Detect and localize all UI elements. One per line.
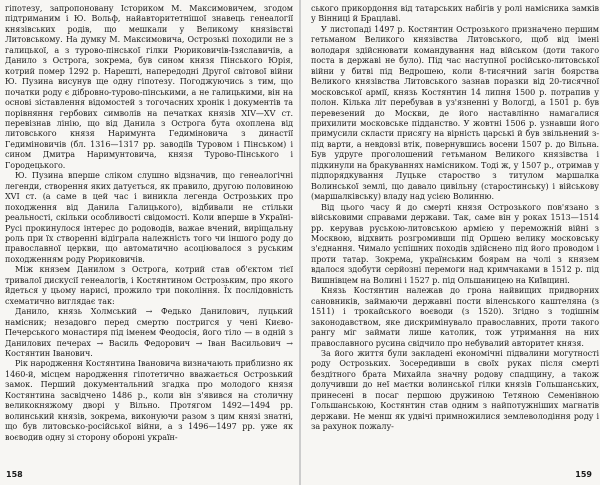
left-paragraph: гіпотезу, запропоновану Істориком М. Максимовичем, згодом підтриманим і Ю. Вольф, найавторитетнішої знавець генеалогії князівських родів, що мешкали у Великому князівстві Литовському. На думку М. Максимовича, Острозькі походили не з галицької, а з турово-пінської гілки Рюриковичів-Ізяславичів, а Данило з Острога, зокрема, був сином князя Пінського Юрія, котрий помер 1292 р. Нарешті, напередодні Другої світової війни Ю. Пузина висунув ще одну гіпотезу. Погоджуючись з тим, що початки роду є дібровно-турово-пінськими, а не галицькими, він на основі зіставлення відомостей з тогочасних хронік і документів та порівняння гербових символів на печатках князів XIV—XV ст. перевізнав лінію, що від Данила з Острога бута охоплена від литовського князя Наримунта Гедиміновича з династії Гедиміновичів (бл. 1316—1317 рр. заводіїв Туровом і Пінськом) і сином Дмитра Наримунтовича, князя Турово-Пінського і Городецького. — [5, 4, 293, 170]
right-paragraph: ського прикордоння від татарських набігів у ролі намісника замків у Вінниці й Брацлаві. — [311, 4, 599, 24]
left-paragraph: Між князем Данилом з Острога, котрий став об'єктом тієї тривалої дискусії генеалогів, і Костянтином Острозьким, про якого йдеться у цьому нарисі, прожило три покоління. Їх послідовність схематично виглядає так: — [5, 265, 293, 306]
right-paragraph: У листопаді 1497 р. Костянтин Острозького призначено першим гетьманом Великого князівства Литовського, щоб від імені володаря здійснювати командування над військом (доти такого поста в державі не було). Під час наступної російсько-литовської війни у битві під Ведрошею, коли 8-тисячний загін боярства Великого князівства Литовського зазнав поразки від 20-тисячної московської армії, князь Костянтин 14 липня 1500 р. потрапив у полон. Кілька літ перебував в уз'язненні у Вологді, а 1501 р. був перевезений до Москви, де його наставлінно намагалися прихилити московське підданство. У жовтні 1506 р. узнавши його примусили скласти присягу на вірність царські й був звільнений з-під варти, а невдовзі втік, повернувшись восени 1507 р. до Вільна. Був удруге проголошений гетьманом Великого князівства і підкинули на бракуваннях намісником. Тоді ж, у 1507 р., отримав у підпорядкування Луцьке староство з титулом маршалка Волинської землі, що давало цивільну (старостинську) і військову (маршалківську) владу над усією Волинню. — [311, 24, 599, 202]
page-number-right: 159 — [575, 470, 592, 479]
left-paragraph: Рік народження Костянтина Івановича визначають приблизно як 1460-й, місцем народження гіпотетично вважається Острозький замок. Перший документальний згадка про молодого князя Костянтина засвідчено 1486 р., коли він з'явився на столичну великокняжому дворі у Вільно. Протягом 1492—1494 рр. волинський князів, зокрема, виконуючи разом з цим князі знатні, що був литовсько-російської війни, а з 1496—1497 рр. уже як воєводив одну зі сторону обороні україн- — [5, 359, 293, 442]
left-paragraph: Данило, князь Холмський → Федько Данилович, луцький намісник; незадовго перед смертю постригся у чені Києво-Печерського монастиря під іменем Феодосія, його тіло — в одній з Данилових печерах → Василь Федорович → Іван Васильович → Костянтин Іванович. — [5, 307, 293, 358]
right-paragraph: Князь Костянтин належав до грона найвищих придворних сановників, займаючи державні пости віленського каштеляна (з 1511) і трокайського воєводи (з 1520). Згідно з тодішнім законодавством, яке дискримінувало православних, проти такого рангу міг займати лише католик, тож утримання на них православного русина свідчило про небувалий авторитет князя. — [311, 286, 599, 348]
book-gutter — [299, 0, 301, 485]
right-paragraph: За його життя були закладені економічні підвалини могутності роду Острозьких. Зосередивши в своїх руках після смерті бездітного брата Михайла значну родову спадщину, а також долучивши до неї маєтки волинської гілки князів Гольшанських, принесені в посаг першою дружиною Тетяною Семенівною Гольшанською, Костянтин став одним з найпотужніших магнатів держави. Не менш як удвічі примножилися землеволодіння роду і за рахунок пожалу- — [311, 348, 599, 432]
left-paragraph: Ю. Пузина вперше сліком слушно відзначив, що генеалогічні легенди, створення яких датується, як правило, другою половиною XVI ст. (а саме в цей час і виникла легенда Острозьких про походження від Данила Галицького), відбивали не стільки реальності, скільки особливості свідомості. Коли вперше в Україні-Русі прокинулося інтерес до родоводів, важае вчений, виріщальну роль при їх створенні відіграла належність того чи іншого роду до православної церкви, що автоматично асоціювалося з руським походженням роду Рюриковичів. — [5, 171, 293, 264]
page-number-left: 158 — [6, 470, 23, 479]
right-paragraph: Від цього часу й до смерті князя Острозького пов'язано з військовими справами держави. Так, саме він у роках 1513—1514 рр. керував руською-литовською армією у переможній війні з Москвою, відхвить розгромивши під Оршею велику московську з'єднання. Чимало успішних походів здійснено під його проводом і проти татар. Зокрема, українським боярам на чолі з князем вдалося здобути серйозні перемоги над кримчаками в 1512 р. під Вишнівцем на Волині і 1527 р. під Ольшаницею на Київщині. — [311, 202, 599, 285]
right-page — [311, 4, 599, 470]
left-page — [5, 4, 293, 470]
